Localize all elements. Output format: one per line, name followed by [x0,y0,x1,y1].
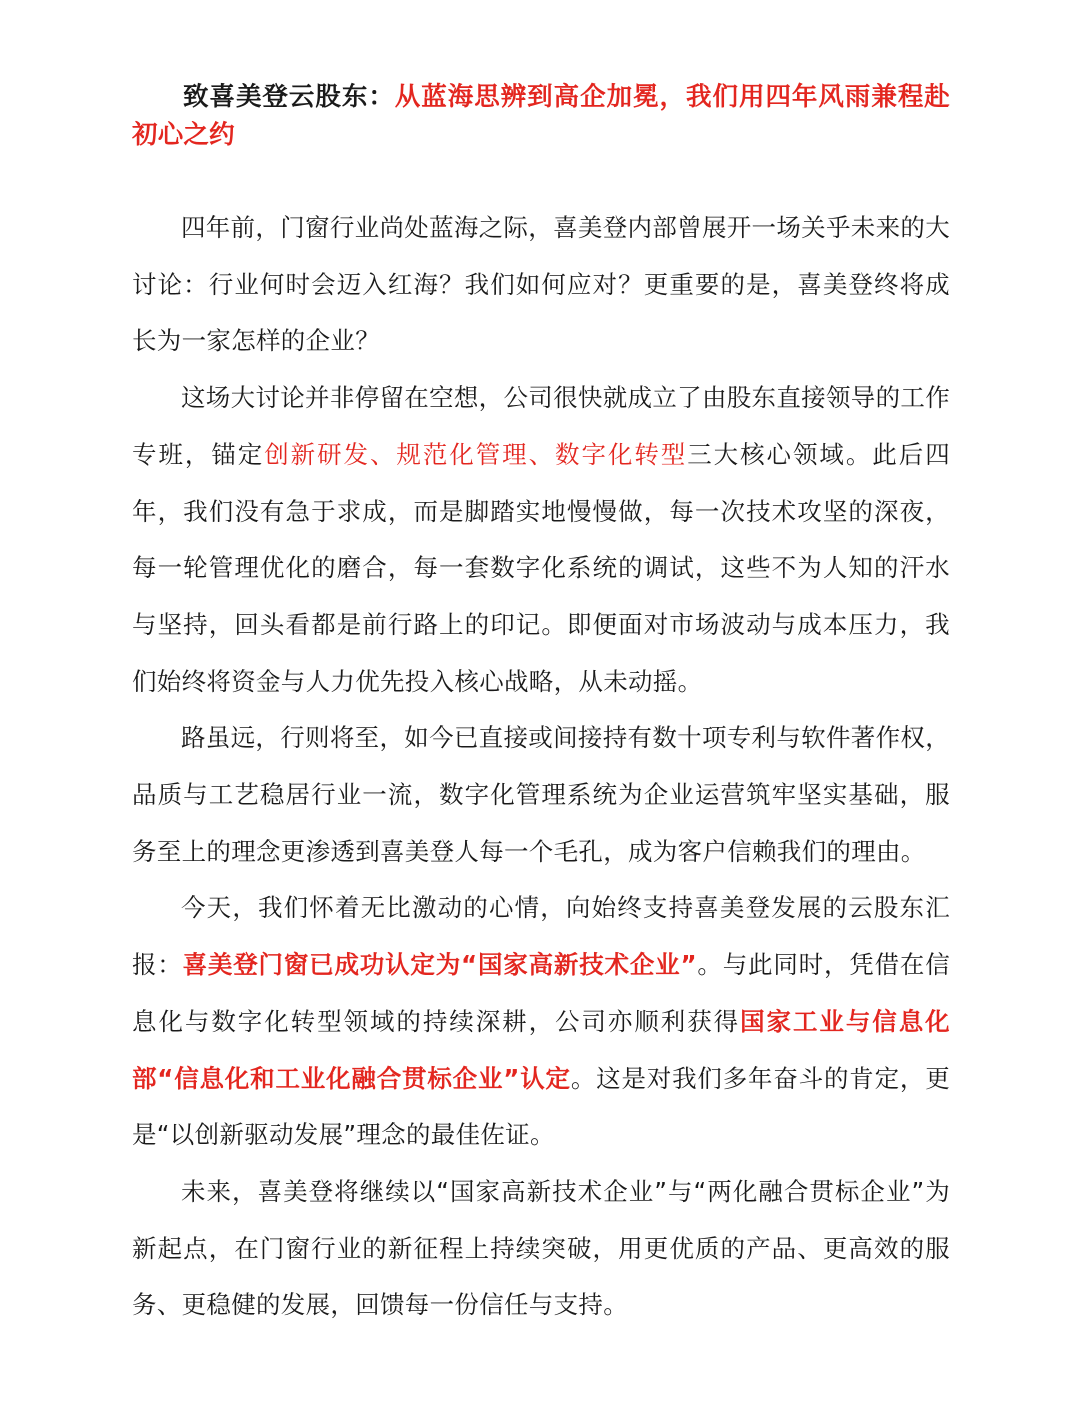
title-salutation: 致喜美登云股东： [183,82,395,112]
paragraph-2-text-after: 三大核心领域。此后四年，我们没有急于求成，而是脚踏实地慢慢做，每一次技术攻坚的深夜，每一轮管理优化的磨合，每一套数字化系统的调试，这些不为人知的汗水与坚持，回头看都是前行路上的印记。即便面对市场波动与成本压力，我们始终将资金与人力优先投入核心战略，从未动摇。 [132,439,950,696]
paragraph-4-highlight-ministry: 国家工业与信息化部“信息化和工业化融合贯标企业”认定 [132,1006,950,1093]
paragraph-3 [132,710,950,880]
paragraph-1 [132,200,950,370]
paragraph-5 [132,1164,950,1334]
paragraph-3-text: 路虽远，行则将至，如今已直接或间接持有数十项专利与软件著作权，品质与工艺稳居行业一流，数字化管理系统为企业运营筑牢坚实基础，服务至上的理念更渗透到喜美登人每一个毛孔，成为客户信赖我们的理由。 [132,723,950,866]
document-body [132,200,950,1334]
paragraph-2 [132,370,950,710]
paragraph-1-text: 四年前，门窗行业尚处蓝海之际，喜美登内部曾展开一场关乎未来的大讨论：行业何时会迈入红海？我们如何应对？更重要的是，喜美登终将成长为一家怎样的企业？ [132,213,950,356]
paragraph-4-text-after: 。这是对我们多年奋斗的肯定，更是“以创新驱动发展”理念的最佳佐证。 [132,1063,950,1150]
paragraph-2-highlight: 创新研发、规范化管理、数字化转型 [264,439,688,469]
document-title [132,78,950,154]
paragraph-4-highlight-certification: 喜美登门窗已成功认定为“国家高新技术企业” [182,950,697,980]
title-headline: 从蓝海思辨到高企加冕，我们用四年风雨兼程赴初心之约 [132,82,950,150]
paragraph-4 [132,880,950,1164]
document-page [132,78,950,1334]
paragraph-2-text-before: 这场大讨论并非停留在空想，公司很快就成立了由股东直接领导的工作专班，锚定 [132,383,950,469]
paragraph-4-text-before: 今天，我们怀着无比激动的心情，向始终支持喜美登发展的云股东汇报： [132,893,950,980]
paragraph-5-text: 未来，喜美登将继续以“国家高新技术企业”与“两化融合贯标企业”为新起点，在门窗行业的新征程上持续突破，用更优质的产品、更高效的服务、更稳健的发展，回馈每一份信任与支持。 [132,1176,950,1320]
paragraph-4-text-middle: 。与此同时，凭借在信息化与数字化转型领域的持续深耕，公司亦顺利获得 [132,950,950,1036]
